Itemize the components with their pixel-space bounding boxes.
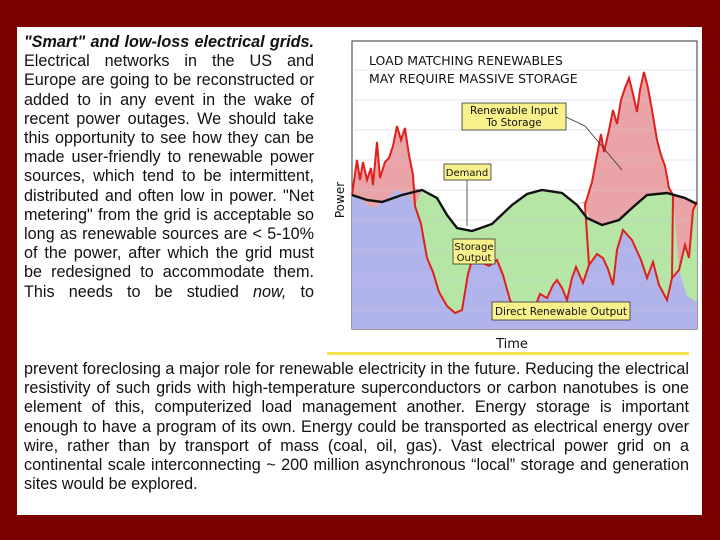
renewable-input-label-line1: Renewable Input: [470, 105, 558, 117]
load-matching-figure: [327, 30, 700, 355]
y-axis-label: Power: [333, 181, 347, 219]
paragraph-heading: "Smart" and low-loss electrical grids.: [24, 33, 314, 51]
figure-title-line2: MAY REQUIRE MASSIVE STORAGE: [369, 71, 578, 86]
renewable-input-label-line2: To Storage: [486, 117, 542, 129]
bottom-paragraph: prevent foreclosing a major role for renewable electricity in the future. Reducing the electrical resistivity of such grids with high-temperature superconductors or carbon nanotubes is one element of this, computerized load management another. Energy storage is important enough to have a program of its own. Energy could be transported as electrical energy over wire, rather than by transport of mass (coal, oil, gas). Vast electrical power grid on a continental scale interconnecting ~ 200 million asynchronous “local” storage and generation sites would be explored.: [24, 360, 689, 494]
paragraph-left-text: Electrical networks in the US and Europe are going to be reconstructed or added to in any event in the wake of recent power outages. We should take this opportunity to see how they can be made user-friendly to renewable power sources, which tend to be intermittent, distributed and often low in power. "Net metering" from the grid is acceptable so long as renewable sources are < 5-10% of the power, after which the grid must be redesigned to accommodate them. This needs to be studied: [24, 52, 314, 301]
figure-title-line1: LOAD MATCHING RENEWABLES: [369, 53, 563, 68]
left-paragraph: [24, 33, 314, 302]
demand-label: Demand: [445, 168, 489, 179]
slide: [17, 27, 702, 515]
x-axis-label: Time: [496, 337, 528, 352]
divider-line: [327, 352, 689, 355]
direct-renewable-label: Direct Renewable Output: [494, 306, 628, 318]
paragraph-to-word: to: [300, 282, 315, 301]
storage-output-label-line1: Storage: [454, 242, 494, 253]
storage-output-label-line2: Output: [456, 253, 492, 264]
paragraph-now-word: now,: [253, 282, 287, 301]
